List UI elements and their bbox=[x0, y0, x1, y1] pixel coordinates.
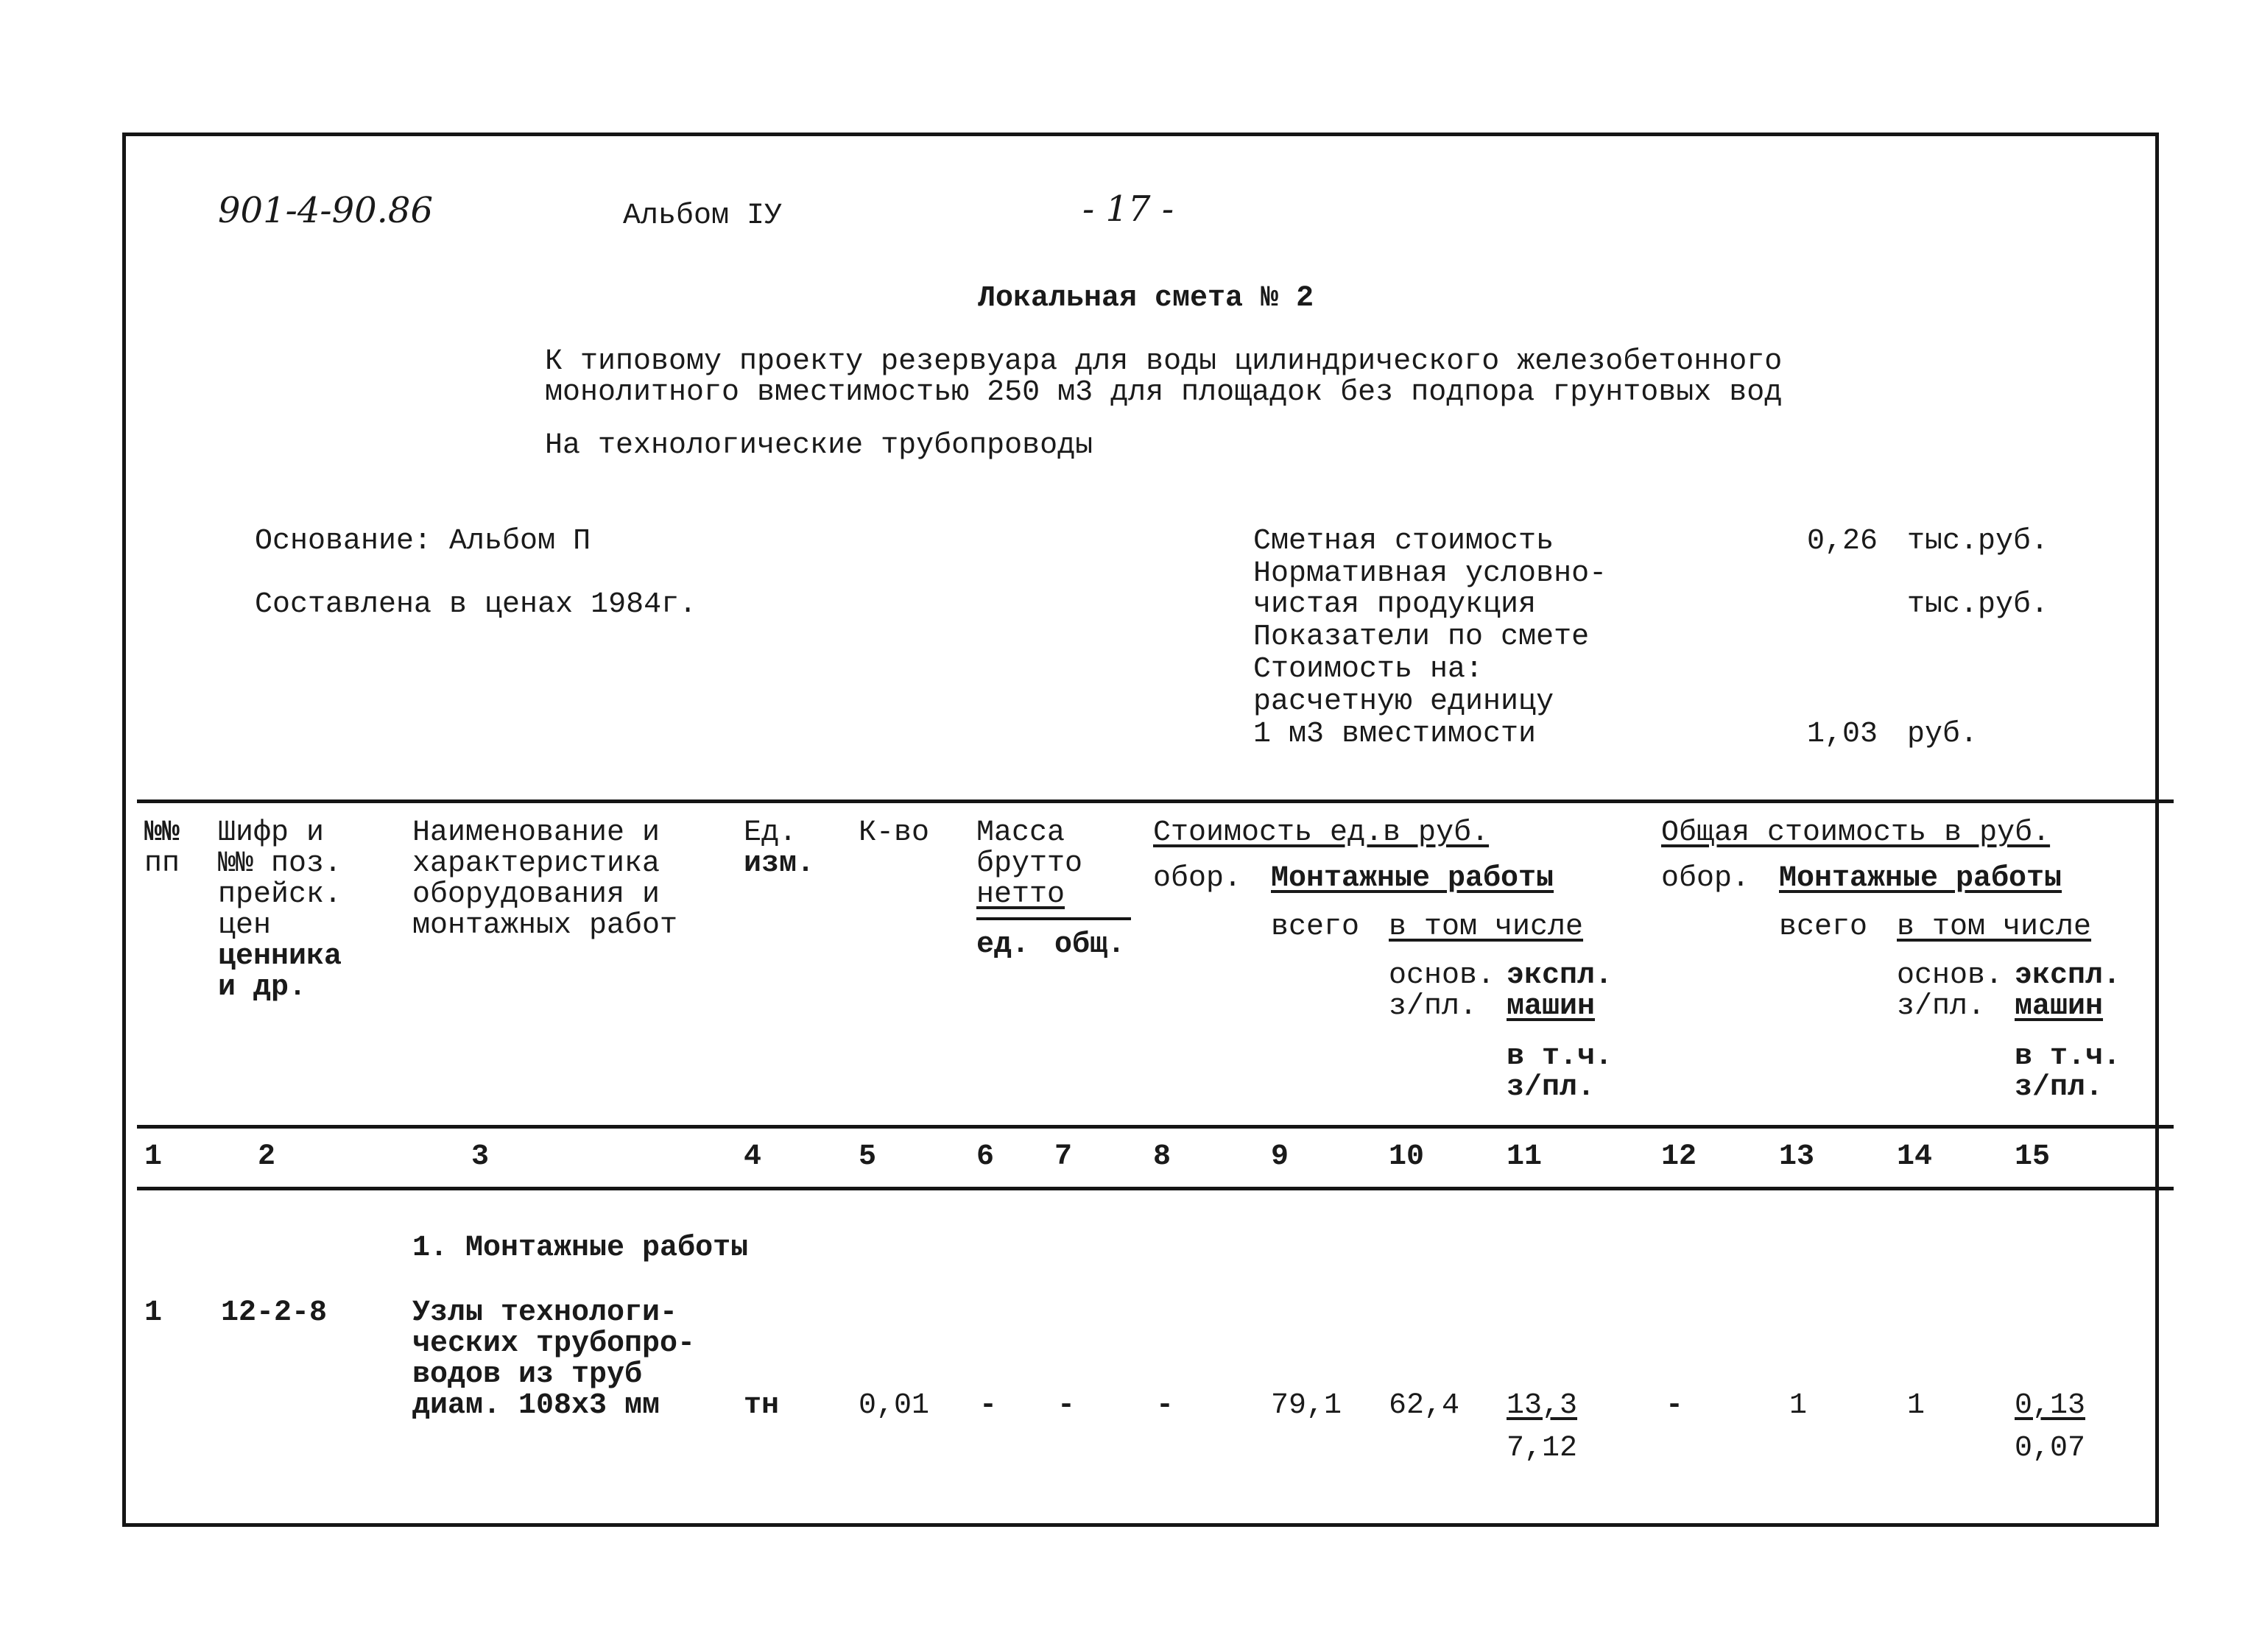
row-install-total: 1 bbox=[1789, 1389, 1808, 1422]
mass-rule bbox=[976, 917, 1131, 920]
unit-total-head: всего bbox=[1271, 911, 1360, 944]
col2-head-e: ценника bbox=[218, 940, 342, 973]
col4-head-b: изм. bbox=[744, 847, 815, 880]
unit-mach-head-a: экспл. bbox=[1507, 959, 1613, 992]
norm-label-1: Нормативная условно- bbox=[1253, 557, 1607, 590]
col-number: 7 bbox=[1054, 1140, 1073, 1173]
row-name-1: Узлы технологи- bbox=[412, 1296, 678, 1330]
col2-head-d: цен bbox=[218, 909, 272, 942]
col-number: 12 bbox=[1661, 1140, 1697, 1173]
indicators-label: Показатели по смете bbox=[1253, 621, 1590, 654]
total-cost-head: Общая стоимость в руб. bbox=[1661, 816, 2051, 850]
col6-head-b: брутто bbox=[976, 847, 1083, 880]
col-number: 10 bbox=[1389, 1140, 1425, 1173]
cost-label: Сметная стоимость bbox=[1253, 525, 1554, 558]
section-title: 1. Монтажные работы bbox=[412, 1232, 749, 1265]
table-top-rule bbox=[137, 799, 2174, 803]
subject-line-2: монолитного вместимостью 250 м3 для площадок без подпора грунтовых вод bbox=[545, 376, 1783, 409]
row-machines-total: 0,13 bbox=[2015, 1389, 2086, 1422]
row-machines-unit: 13,3 bbox=[1507, 1389, 1578, 1422]
per-unit-label-3: 1 м3 вместимости bbox=[1253, 718, 1537, 751]
col-number: 9 bbox=[1271, 1140, 1289, 1173]
total-mach-head-b: машин bbox=[2015, 990, 2104, 1023]
col5-head: К-во bbox=[859, 816, 930, 850]
row-machines-wage-total: 0,07 bbox=[2015, 1432, 2086, 1465]
col-number: 15 bbox=[2015, 1140, 2051, 1173]
total-total-head: всего bbox=[1779, 911, 1868, 944]
col2-head-f: и др. bbox=[218, 971, 307, 1004]
basis-prices: Составлена в ценах 1984г. bbox=[255, 588, 697, 621]
unit-mach-head-b: машин bbox=[1507, 990, 1596, 1023]
total-basic-head-a: основ. bbox=[1897, 959, 2004, 992]
row-equip-unit: - bbox=[1156, 1389, 1174, 1422]
page-number: - 17 - bbox=[1082, 188, 1174, 230]
col3-head-c: оборудования и bbox=[412, 878, 660, 911]
col-number: 1 bbox=[144, 1140, 163, 1173]
subject-line-1: К типовому проекту резервуара для воды цилиндрического железобетонного bbox=[545, 345, 1783, 378]
total-basic-head-b: з/пл. bbox=[1897, 990, 1986, 1023]
col-number: 13 bbox=[1779, 1140, 1815, 1173]
row-equip-total: - bbox=[1666, 1389, 1684, 1422]
col2-head-b: №№ поз. bbox=[218, 847, 342, 880]
unit-equip-head: обор. bbox=[1153, 862, 1242, 895]
col-number: 8 bbox=[1153, 1140, 1171, 1173]
row-name-2: ческих трубопро- bbox=[412, 1327, 696, 1360]
unit-cost-head: Стоимость ед.в руб. bbox=[1153, 816, 1490, 850]
album-label: Альбом IУ bbox=[623, 200, 783, 233]
unit-wage-head-b: з/пл. bbox=[1507, 1071, 1596, 1104]
col3-head-a: Наименование и bbox=[412, 816, 660, 850]
basis-foundation: Основание: Альбом П bbox=[255, 525, 591, 558]
row-basic-wage-unit: 62,4 bbox=[1389, 1389, 1460, 1422]
col-number: 6 bbox=[976, 1140, 995, 1173]
total-incl-head: в том числе bbox=[1897, 911, 2092, 944]
total-wage-head-a: в т.ч. bbox=[2015, 1040, 2121, 1073]
estimate-title: Локальная смета № 2 bbox=[978, 282, 1314, 315]
per-unit-unit: руб. bbox=[1907, 718, 1979, 751]
norm-label-2: чистая продукция bbox=[1253, 588, 1537, 621]
col6-head-d: ед. bbox=[976, 928, 1030, 961]
total-mach-head-a: экспл. bbox=[2015, 959, 2121, 992]
row-mass-unit: - bbox=[979, 1389, 998, 1422]
total-install-head: Монтажные работы bbox=[1779, 862, 2062, 895]
col-number: 2 bbox=[258, 1140, 276, 1173]
row-mass-total: - bbox=[1057, 1389, 1076, 1422]
per-unit-label-2: расчетную единицу bbox=[1253, 685, 1554, 719]
col-number: 4 bbox=[744, 1140, 762, 1173]
row-name-4: диам. 108х3 мм bbox=[412, 1389, 660, 1422]
row-machines-wage-unit: 7,12 bbox=[1507, 1432, 1578, 1465]
row-basic-wage-total: 1 bbox=[1907, 1389, 1925, 1422]
col-number: 11 bbox=[1507, 1140, 1543, 1173]
per-unit-value: 1,03 bbox=[1807, 718, 1878, 751]
row-install-total-unit: 79,1 bbox=[1271, 1389, 1342, 1422]
col3-head-b: характеристика bbox=[412, 847, 660, 880]
col7-head-e: общ. bbox=[1054, 928, 1126, 961]
cost-value: 0,26 bbox=[1807, 525, 1878, 558]
col2-head-c: прейск. bbox=[218, 878, 342, 911]
unit-basic-head-b: з/пл. bbox=[1389, 990, 1478, 1023]
row-unit: тн bbox=[744, 1389, 780, 1422]
col2-head-a: Шифр и bbox=[218, 816, 325, 850]
total-equip-head: обор. bbox=[1661, 862, 1750, 895]
header-bottom-rule bbox=[137, 1125, 2174, 1129]
col-number: 14 bbox=[1897, 1140, 1933, 1173]
row-no: 1 bbox=[144, 1296, 163, 1330]
col4-head-a: Ед. bbox=[744, 816, 797, 850]
unit-install-head: Монтажные работы bbox=[1271, 862, 1554, 895]
row-code: 12-2-8 bbox=[221, 1296, 328, 1330]
document-code: 901-4-90.86 bbox=[218, 190, 434, 231]
colnum-bottom-rule bbox=[137, 1187, 2174, 1190]
norm-unit: тыс.руб. bbox=[1907, 588, 2049, 621]
purpose-line: На технологические трубопроводы bbox=[545, 429, 1093, 462]
unit-wage-head-a: в т.ч. bbox=[1507, 1040, 1613, 1073]
col1-head-a: №№ bbox=[144, 816, 180, 850]
col-number: 5 bbox=[859, 1140, 877, 1173]
cost-unit: тыс.руб. bbox=[1907, 525, 2049, 558]
col3-head-d: монтажных работ bbox=[412, 909, 678, 942]
total-wage-head-b: з/пл. bbox=[2015, 1071, 2104, 1104]
col1-head-b: пп bbox=[144, 847, 180, 880]
col6-head-c: нетто bbox=[976, 878, 1065, 911]
row-name-3: водов из труб bbox=[412, 1358, 643, 1391]
per-unit-label-1: Стоимость на: bbox=[1253, 653, 1484, 686]
col-number: 3 bbox=[471, 1140, 490, 1173]
row-qty: 0,01 bbox=[859, 1389, 930, 1422]
unit-incl-head: в том числе bbox=[1389, 911, 1584, 944]
unit-basic-head-a: основ. bbox=[1389, 959, 1495, 992]
col6-head-a: Масса bbox=[976, 816, 1065, 850]
